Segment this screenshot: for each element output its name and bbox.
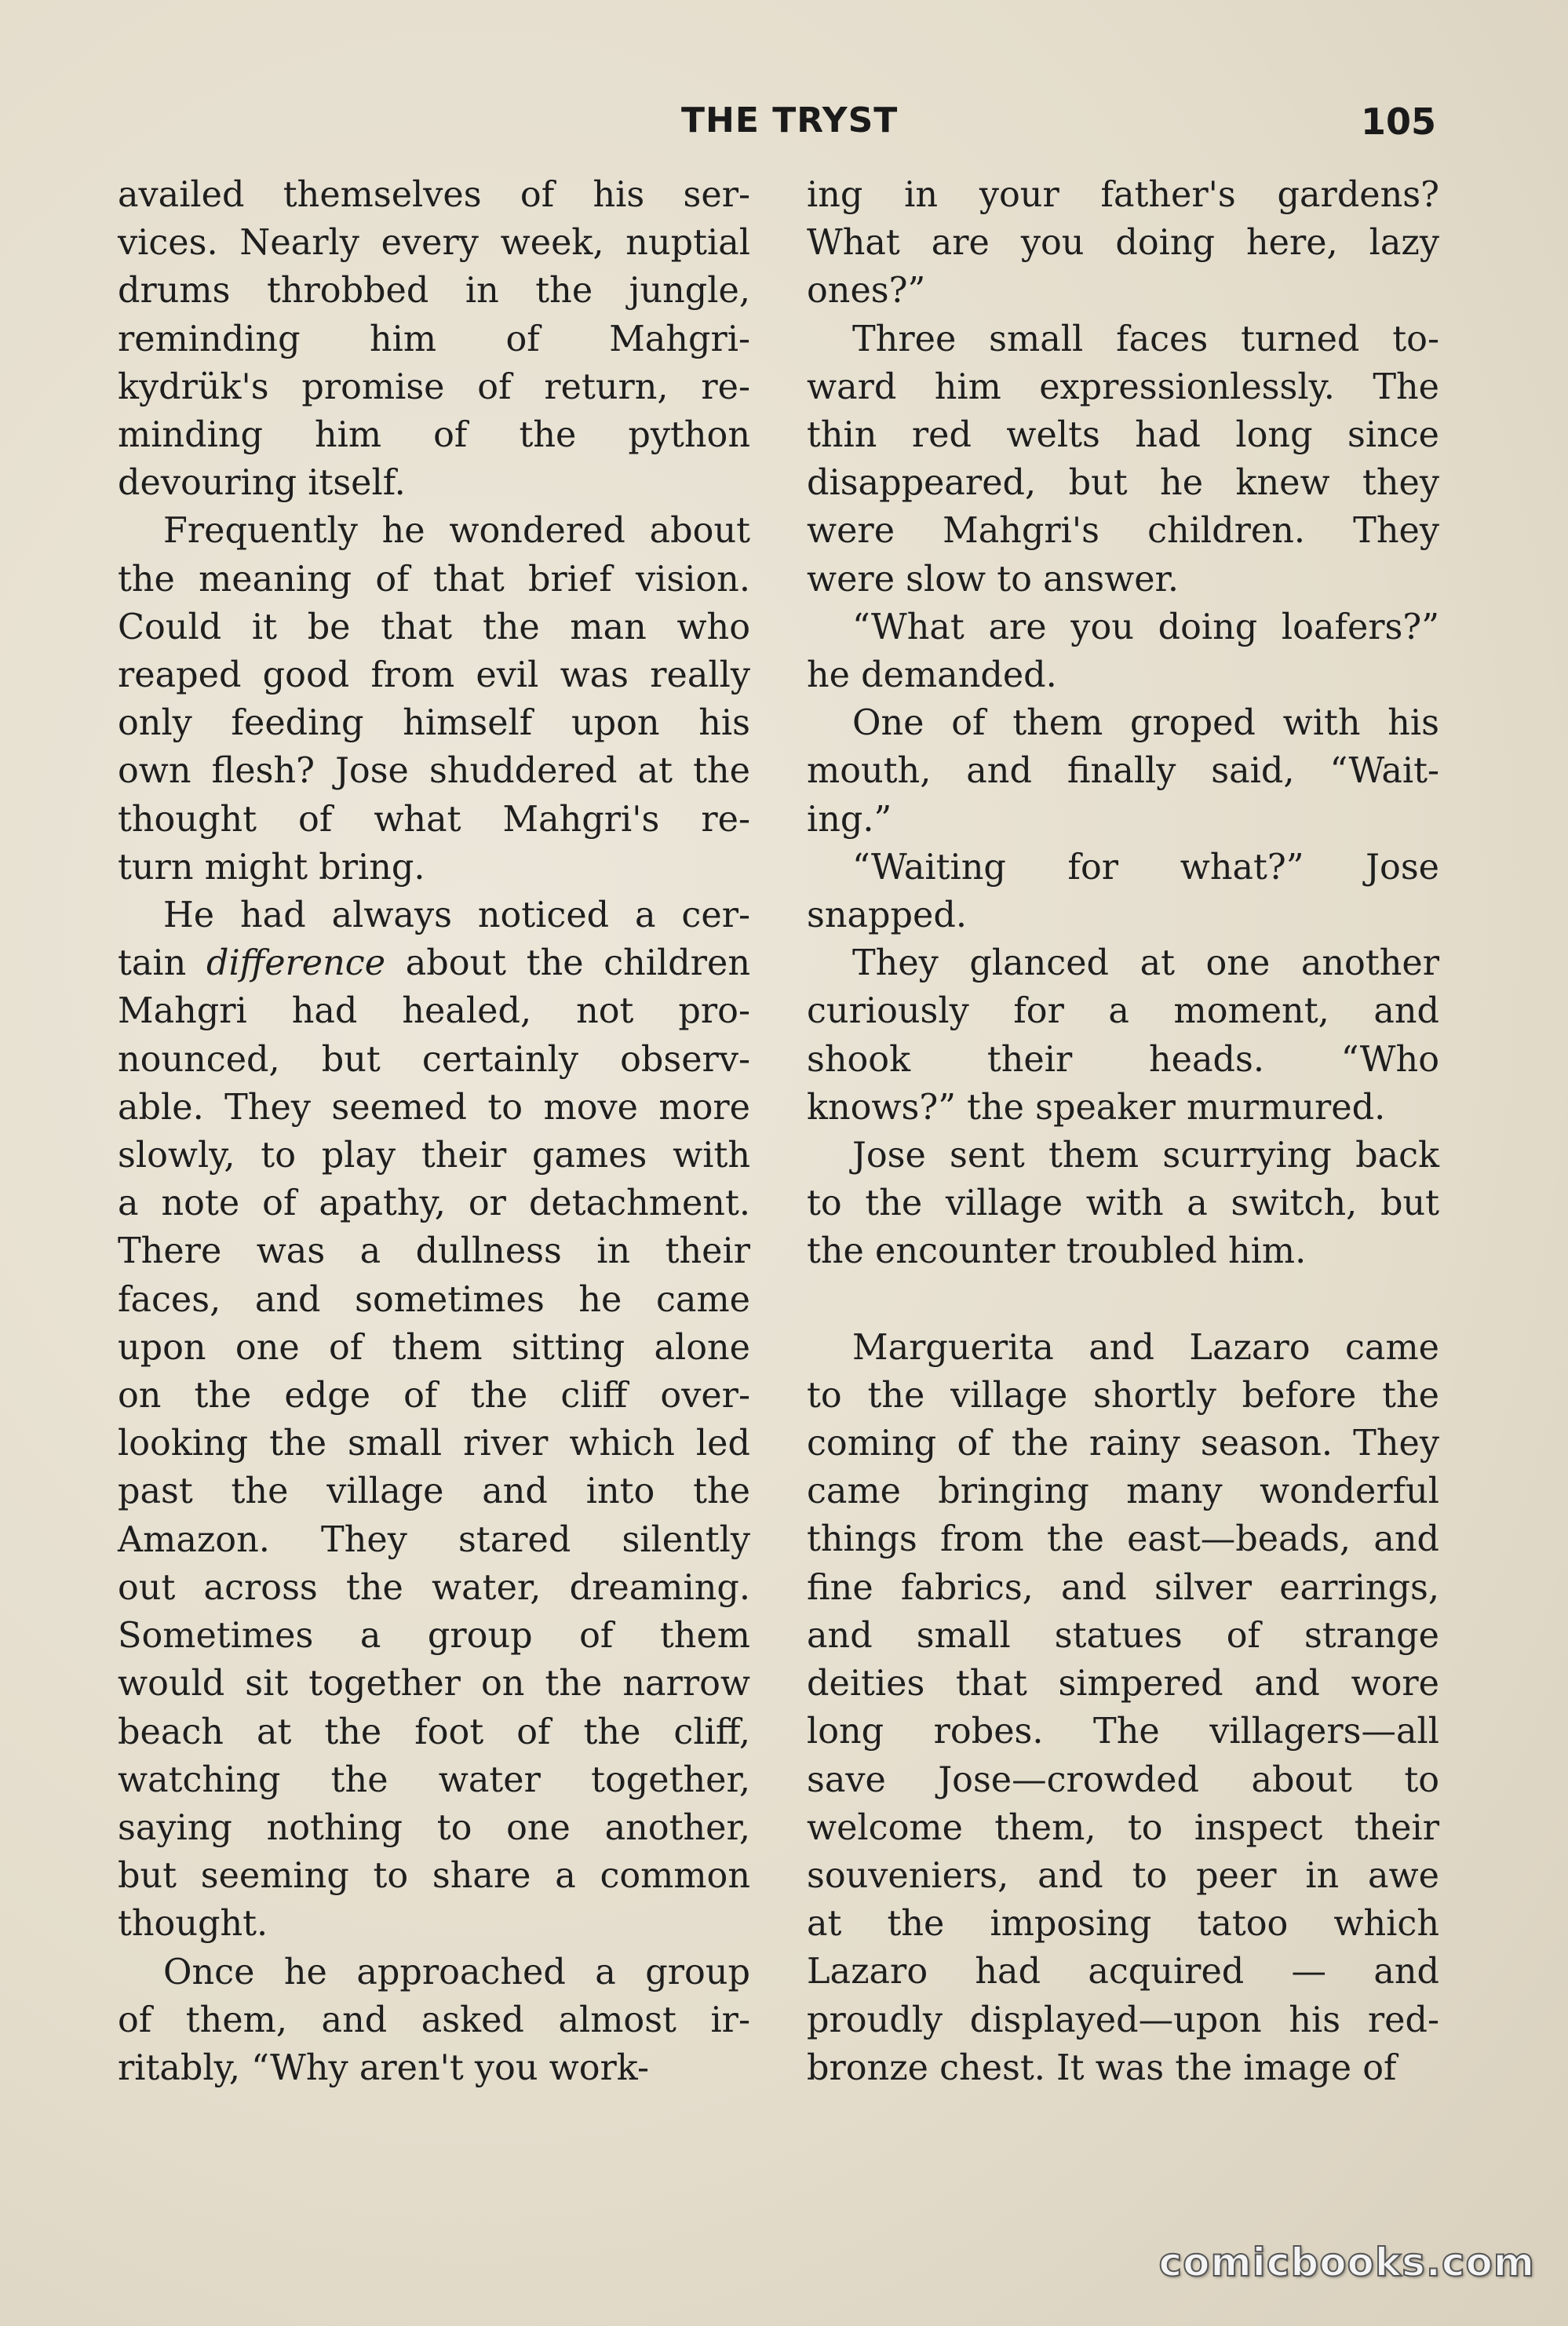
- text-line: turn might bring.: [118, 847, 425, 888]
- paragraph: [807, 315, 1439, 603]
- paragraph: [807, 939, 1439, 1132]
- paragraph: [118, 1949, 750, 2093]
- text-line: looking the small river which led: [118, 1424, 750, 1464]
- text-line: thought of what Mahgri's re-: [118, 799, 750, 840]
- text-line: vices. Nearly every week, nuptial: [118, 223, 750, 264]
- text-line: ing in your father's gardens?: [807, 175, 1439, 215]
- text-line: devouring itself.: [118, 463, 406, 504]
- text-line: knows?” the speaker murmured.: [807, 1087, 1386, 1128]
- text-line: drums throbbed in the jungle,: [118, 271, 750, 312]
- text-line: the meaning of that brief vision.: [118, 559, 750, 600]
- paragraph: [807, 1324, 1439, 2092]
- right-text-column: [807, 171, 1439, 2092]
- text-line: thought.: [118, 1904, 268, 1945]
- text-line: reminding him of Mahgri-: [118, 319, 750, 359]
- text-line: thin red welts had long since: [807, 415, 1439, 456]
- text-line: fine fabrics, and silver earrings,: [807, 1567, 1439, 1608]
- text-line: nounced, but certainly observ-: [118, 1039, 750, 1080]
- text-line: Marguerita and Lazaro came: [852, 1327, 1439, 1368]
- text-line: the encounter troubled him.: [807, 1231, 1307, 1272]
- text-line: he demanded.: [807, 655, 1057, 696]
- text-line: “What are you doing loafers?”: [852, 607, 1439, 647]
- text-line: snapped.: [807, 895, 967, 936]
- paragraph: [807, 1132, 1439, 1276]
- text-line: bronze chest. It was the image of: [807, 2047, 1397, 2088]
- text-line: Lazaro had acquired — and: [807, 1952, 1439, 1992]
- text-line: ing.”: [807, 799, 892, 840]
- text-line: Three small faces turned to-: [852, 319, 1439, 359]
- text-line: own flesh? Jose shuddered at the: [118, 751, 750, 792]
- text-line: There was a dullness in their: [118, 1231, 750, 1272]
- running-title: THE TRYST: [681, 100, 899, 140]
- text-line: long robes. The villagers—all: [807, 1712, 1439, 1752]
- text-line: minding him of the python: [118, 415, 750, 456]
- text-line: to the village shortly before the: [807, 1375, 1439, 1416]
- text-line: availed themselves of his ser-: [118, 175, 750, 215]
- text-line: of them, and asked almost ir-: [118, 2000, 750, 2040]
- text-line: Once he approached a group: [163, 1952, 750, 1992]
- text-line: were Mahgri's children. They: [807, 511, 1439, 552]
- text-line: proudly displayed—upon his red-: [807, 2000, 1439, 2040]
- text-line: but seeming to share a common: [118, 1856, 750, 1897]
- text-line: disappeared, but he knew they: [807, 463, 1439, 504]
- text-line: came bringing many wonderful: [807, 1471, 1439, 1512]
- text-line: Frequently he wondered about: [163, 511, 750, 552]
- text-line: deities that simpered and wore: [807, 1664, 1439, 1704]
- watermark-logo: comicbooks.com: [1158, 2240, 1535, 2285]
- text-line: ward him expressionlessly. The: [807, 366, 1439, 407]
- text-line: One of them groped with his: [852, 703, 1439, 744]
- paragraph: [807, 603, 1439, 699]
- text-line: out across the water, dreaming.: [118, 1567, 750, 1608]
- text-line: welcome them, to inspect their: [807, 1807, 1439, 1848]
- text-line: He had always noticed a cer-: [163, 895, 750, 936]
- text-line: kydrük's promise of return, re-: [118, 366, 750, 407]
- text-line: save Jose—crowded about to: [807, 1759, 1439, 1800]
- paragraph: [118, 891, 750, 1948]
- text-line: slowly, to play their games with: [118, 1136, 750, 1176]
- paragraph: [118, 171, 750, 507]
- text-line: souveniers, and to peer in awe: [807, 1855, 1439, 1896]
- text-line: upon one of them sitting alone: [118, 1327, 750, 1368]
- text-line: things from the east—beads, and: [807, 1519, 1439, 1560]
- paragraph: [807, 844, 1439, 939]
- text-line: on the edge of the cliff over-: [118, 1376, 750, 1416]
- text-line: would sit together on the narrow: [118, 1664, 750, 1704]
- text-line: a note of apathy, or detachment.: [118, 1183, 750, 1224]
- text-line: “Waiting for what?” Jose: [852, 847, 1439, 888]
- paragraph: [118, 507, 750, 891]
- text-line: Sometimes a group of them: [118, 1616, 750, 1657]
- text-line: able. They seemed to move more: [118, 1087, 750, 1128]
- paragraph: [807, 699, 1439, 844]
- text-line: watching the water together,: [118, 1759, 750, 1800]
- page-number: 105: [1360, 100, 1436, 143]
- text-line: and small statues of strange: [807, 1615, 1439, 1656]
- paragraph: [807, 171, 1439, 315]
- text-line: to the village with a switch, but: [807, 1183, 1439, 1224]
- text-line: ritably, “Why aren't you work-: [118, 2047, 649, 2088]
- text-line: Could it be that the man who: [118, 607, 750, 647]
- emphasis: difference: [206, 943, 386, 984]
- text-line: beach at the foot of the cliff,: [118, 1712, 750, 1752]
- text-line: past the village and into the: [118, 1471, 750, 1512]
- text-line: faces, and sometimes he came: [118, 1279, 750, 1320]
- text-line: mouth, and finally said, “Wait-: [807, 751, 1439, 792]
- text-line: tain difference about the children: [118, 943, 751, 984]
- text-line: What are you doing here, lazy: [807, 223, 1439, 264]
- text-line: ones?”: [807, 271, 926, 312]
- text-line: reaped good from evil was really: [118, 655, 750, 696]
- text-line: Jose sent them scurrying back: [852, 1136, 1439, 1176]
- text-line: were slow to answer.: [807, 559, 1180, 600]
- text-line: at the imposing tatoo which: [807, 1904, 1439, 1945]
- left-text-column: [118, 171, 750, 2092]
- text-line: Mahgri had healed, not pro-: [118, 991, 750, 1032]
- text-line: shook their heads. “Who: [807, 1039, 1439, 1080]
- text-line: coming of the rainy season. They: [807, 1424, 1439, 1464]
- text-line: Amazon. They stared silently: [118, 1519, 750, 1560]
- text-line: only feeding himself upon his: [118, 703, 750, 744]
- text-line: saying nothing to one another,: [118, 1807, 750, 1848]
- text-line: curiously for a moment, and: [807, 991, 1439, 1032]
- text-line: They glanced at one another: [852, 943, 1439, 984]
